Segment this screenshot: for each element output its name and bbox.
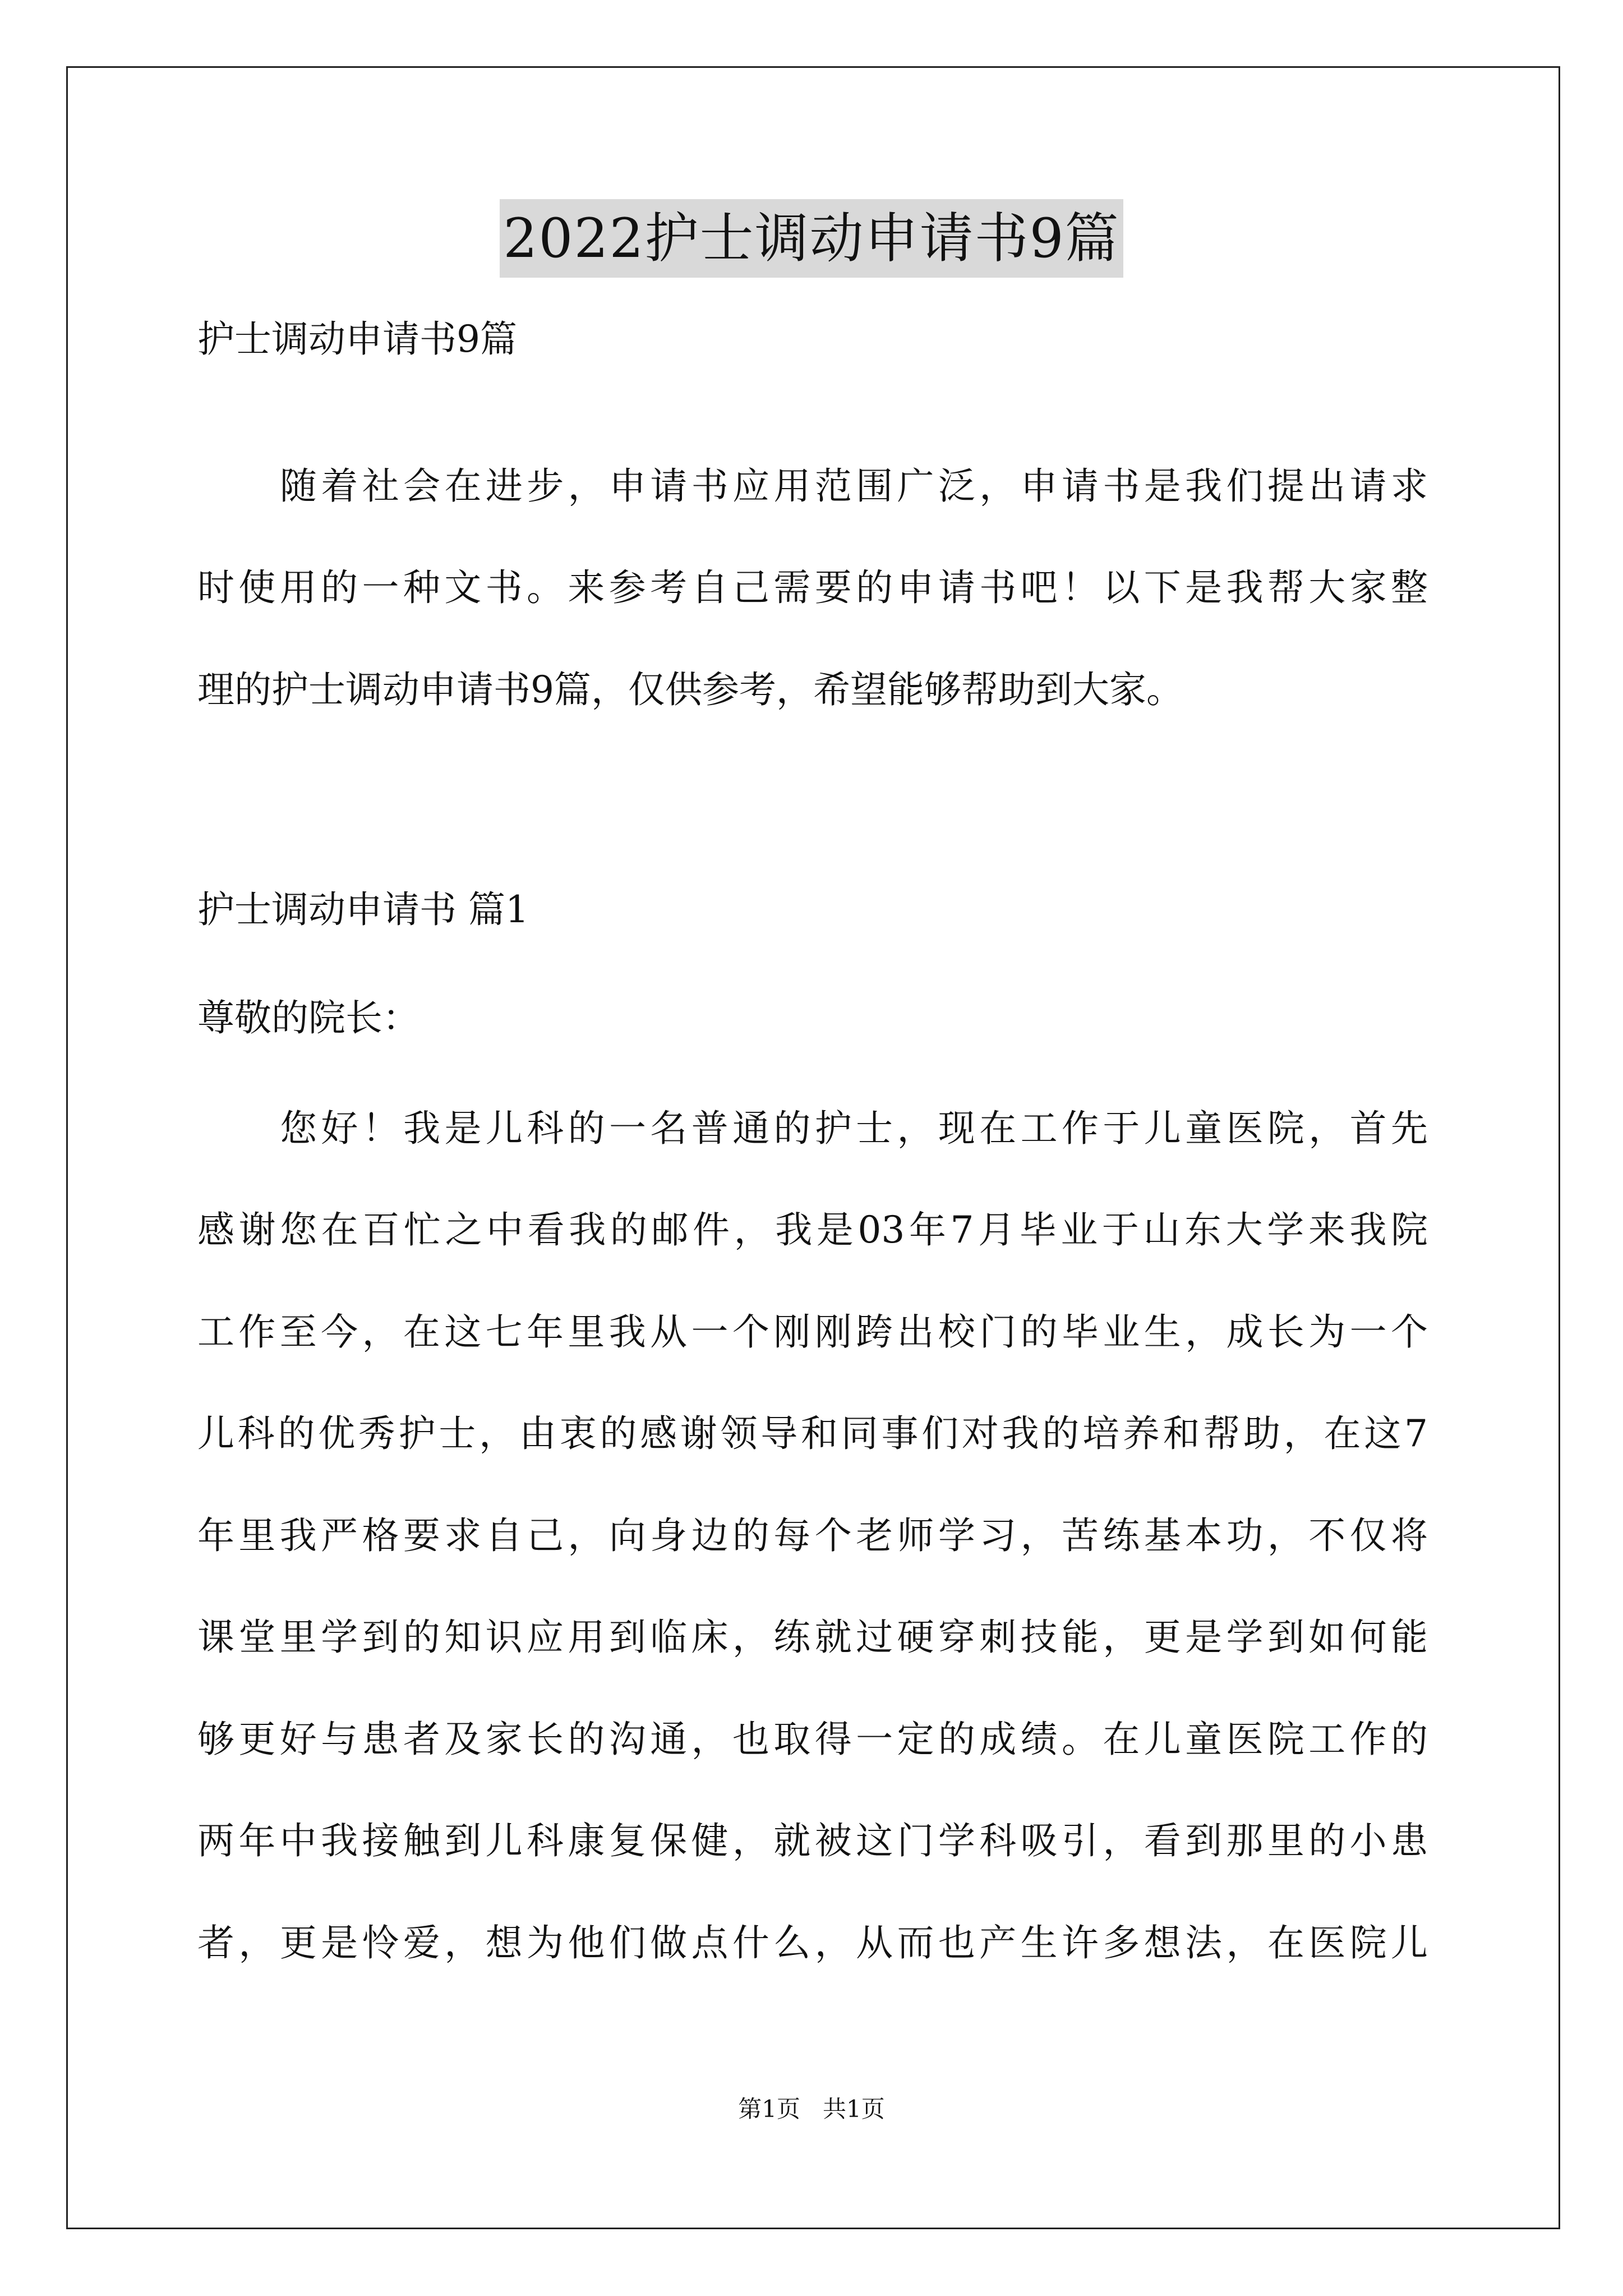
section-heading: 护士调动申请书 篇1: [197, 888, 529, 931]
salutation: 尊敬的院长：: [197, 996, 419, 1039]
body-line: 感谢您在百忙之中看我的邮件，我是03年7月毕业于山东大学来我院: [197, 1208, 1428, 1251]
intro-line: 时使用的一种文书。来参考自己需要的申请书吧！以下是我帮大家整: [197, 566, 1428, 609]
document-subtitle: 护士调动申请书9篇: [197, 318, 517, 361]
body-line: 课堂里学到的知识应用到临床，练就过硬穿刺技能，更是学到如何能: [197, 1616, 1428, 1659]
intro-line: 理的护士调动申请书9篇，仅供参考，希望能够帮助到大家。: [197, 668, 1183, 711]
page-footer: 第1页 共1页: [738, 2095, 885, 2123]
document-title: 2022护士调动申请书9篇: [500, 199, 1123, 278]
body-line: 您好！我是儿科的一名普通的护士，现在工作于儿童医院，首先: [280, 1107, 1428, 1150]
body-line: 两年中我接触到儿科康复保健，就被这门学科吸引，看到那里的小患: [197, 1819, 1428, 1862]
intro-line: 随着社会在进步，申请书应用范围广泛，申请书是我们提出请求: [280, 464, 1428, 508]
body-line: 够更好与患者及家长的沟通，也取得一定的成绩。在儿童医院工作的: [197, 1718, 1428, 1761]
body-line: 年里我严格要求自己，向身边的每个老师学习，苦练基本功，不仅将: [197, 1514, 1428, 1557]
title-container: [0, 199, 1623, 278]
body-line: 者，更是怜爱，想为他们做点什么，从而也产生许多想法，在医院儿: [197, 1921, 1428, 1964]
body-line: 工作至今，在这七年里我从一个刚刚跨出校门的毕业生，成长为一个: [197, 1310, 1428, 1354]
body-line: 儿科的优秀护士，由衷的感谢领导和同事们对我的培养和帮助，在这7: [197, 1412, 1428, 1455]
